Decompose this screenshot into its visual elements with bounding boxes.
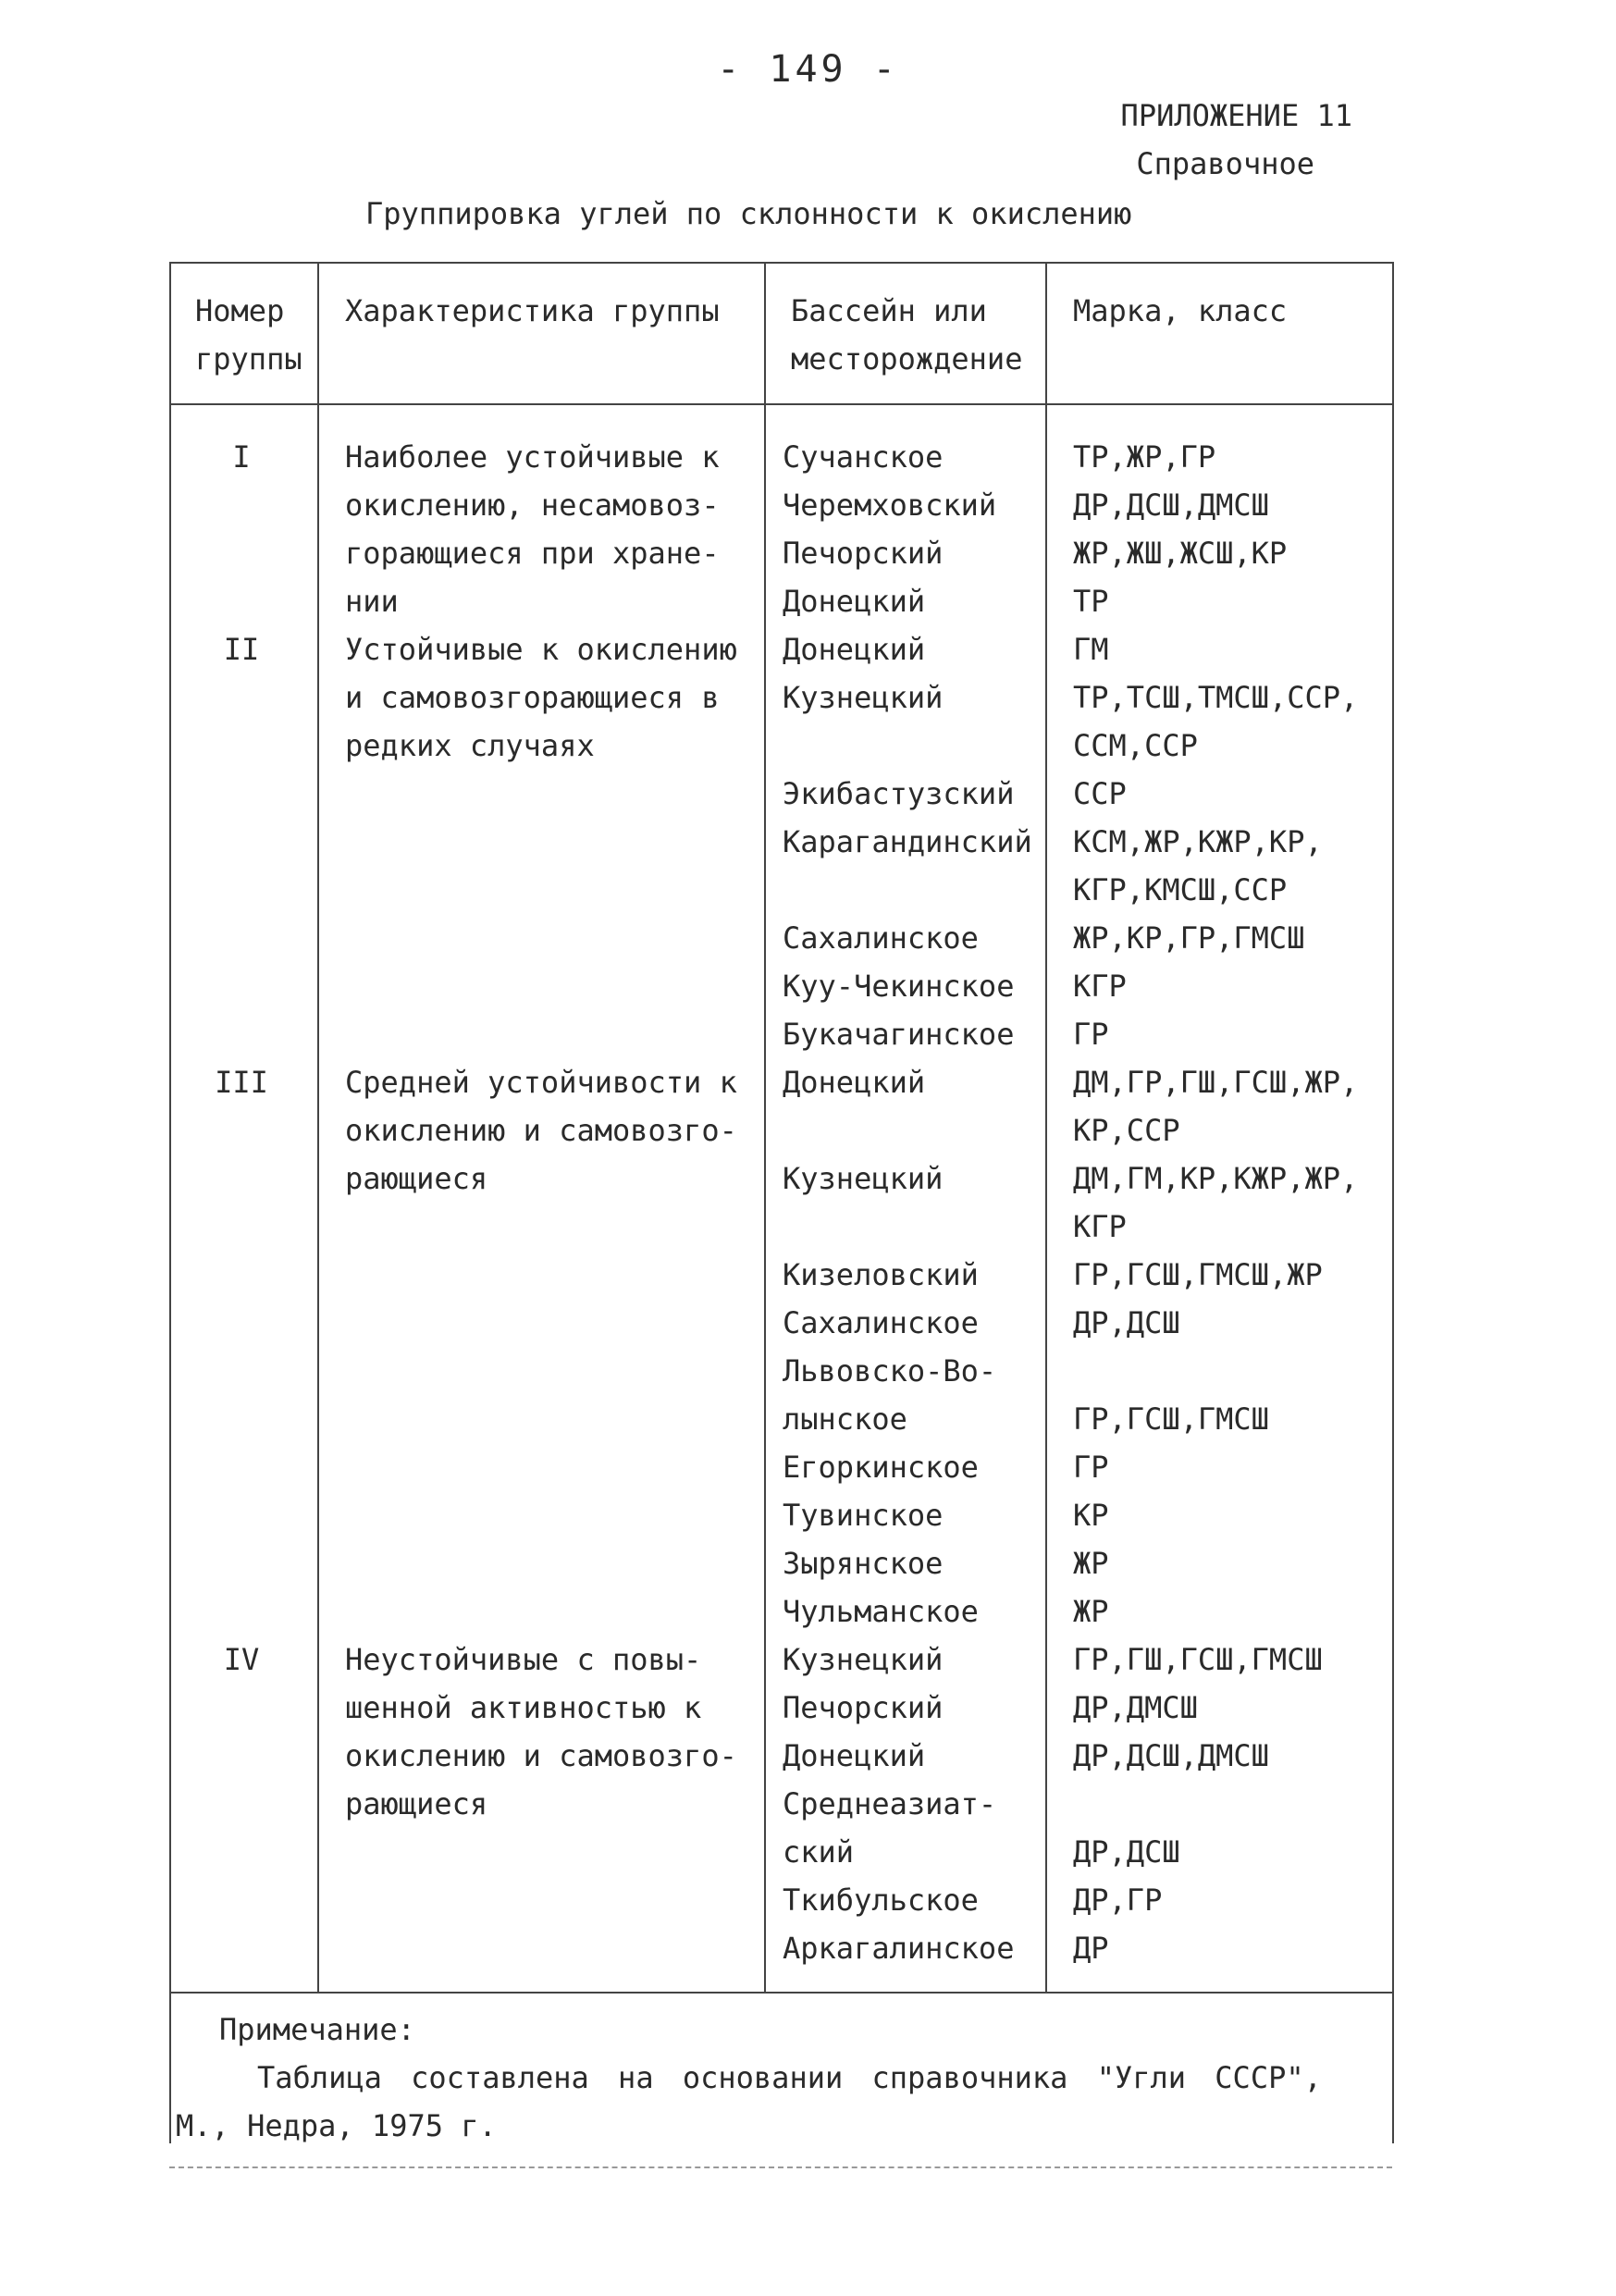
grade-cell: ЖР,ЖШ,ЖСШ,КР bbox=[1073, 536, 1288, 571]
grade-cell: ДР,ДМСШ bbox=[1073, 1690, 1198, 1725]
basin-cell: Кизеловский bbox=[783, 1257, 979, 1292]
grade-cell: ТР,ЖР,ГР bbox=[1073, 439, 1216, 475]
basin-cell: Тувинское bbox=[783, 1498, 944, 1533]
group-characteristic: Неустойчивые с повы- bbox=[345, 1642, 702, 1677]
note-bottom-line bbox=[169, 2166, 1392, 2168]
basin-cell: Сахалинское bbox=[783, 920, 979, 956]
group-characteristic: и самовозгорающиеся в bbox=[345, 680, 720, 715]
appendix-type: Справочное bbox=[1136, 146, 1314, 181]
header-separator bbox=[169, 403, 1392, 405]
basin-cell: Донецкий bbox=[783, 1065, 926, 1100]
grade-cell: КГР,КМСШ,ССР bbox=[1073, 872, 1288, 907]
appendix-label: ПРИЛОЖЕНИЕ 11 bbox=[1120, 98, 1352, 133]
grade-cell: ДР,ДСШ bbox=[1073, 1305, 1180, 1340]
basin-cell: Чульманское bbox=[783, 1594, 979, 1629]
basin-cell: Донецкий bbox=[783, 584, 926, 619]
basin-cell: Кузнецкий bbox=[783, 680, 944, 715]
basin-cell: Куу-Чекинское bbox=[783, 969, 1015, 1004]
basin-cell: Аркагалинское bbox=[783, 1931, 1015, 1966]
grade-cell: ГМ bbox=[1073, 632, 1109, 667]
basin-cell: Зырянское bbox=[783, 1546, 944, 1581]
note-label: Примечание: bbox=[219, 2012, 415, 2047]
grade-cell: КР bbox=[1073, 1498, 1109, 1533]
group-characteristic: окислению и самовозго- bbox=[345, 1113, 737, 1148]
header-group-number-1: Номер bbox=[195, 293, 285, 328]
group-characteristic: нии bbox=[345, 584, 399, 619]
grade-cell: КР,ССР bbox=[1073, 1113, 1180, 1148]
grade-cell: ГР,ГСШ,ГМСШ,ЖР bbox=[1073, 1257, 1323, 1292]
grade-cell: ГР,ГСШ,ГМСШ bbox=[1073, 1401, 1269, 1437]
header-group-number-2: группы bbox=[195, 341, 302, 376]
basin-cell: лынское bbox=[783, 1401, 907, 1437]
basin-cell: Ткибульское bbox=[783, 1882, 979, 1918]
table-title: Группировка углей по склонности к окислению bbox=[365, 196, 1132, 231]
grade-cell: ДР,ДСШ,ДМСШ bbox=[1073, 488, 1269, 523]
basin-cell: Печорский bbox=[783, 1690, 944, 1725]
grade-cell: ДР,ДСШ bbox=[1073, 1834, 1180, 1870]
column-divider bbox=[1045, 262, 1047, 1992]
grade-cell: КГР bbox=[1073, 1209, 1127, 1244]
basin-cell: Сучанское bbox=[783, 439, 944, 475]
grade-cell: ЖР,КР,ГР,ГМСШ bbox=[1073, 920, 1305, 956]
note-source: М., Недра, 1975 г. bbox=[176, 2108, 497, 2143]
group-characteristic: Наиболее устойчивые к bbox=[345, 439, 720, 475]
grade-cell: ГР bbox=[1073, 1017, 1109, 1052]
group-characteristic: окислению и самовозго- bbox=[345, 1738, 737, 1773]
page-number: - 149 - bbox=[717, 48, 899, 91]
basin-cell: Донецкий bbox=[783, 1738, 926, 1773]
grade-cell: ДР bbox=[1073, 1931, 1109, 1966]
table-bottom-separator bbox=[169, 1992, 1392, 1994]
grade-cell: ДР,ГР bbox=[1073, 1882, 1163, 1918]
basin-cell: Черемховский bbox=[783, 488, 997, 523]
header-basin-1: Бассейн или bbox=[791, 293, 987, 328]
grade-cell: ТР bbox=[1073, 584, 1109, 619]
basin-cell: Егоркинское bbox=[783, 1450, 979, 1485]
basin-cell: ский bbox=[783, 1834, 855, 1870]
grade-cell: ССМ,ССР bbox=[1073, 728, 1198, 763]
group-characteristic: шенной активностью к bbox=[345, 1690, 702, 1725]
group-characteristic: окислению, несамовоз- bbox=[345, 488, 720, 523]
grade-cell: ДМ,ГМ,КР,КЖР,ЖР, bbox=[1073, 1161, 1359, 1196]
column-divider bbox=[764, 262, 766, 1992]
grade-cell: ДМ,ГР,ГШ,ГСШ,ЖР, bbox=[1073, 1065, 1359, 1100]
grade-cell: ГР,ГШ,ГСШ,ГМСШ bbox=[1073, 1642, 1323, 1677]
basin-cell: Печорский bbox=[783, 536, 944, 571]
basin-cell: Карагандинский bbox=[783, 824, 1032, 859]
grade-cell: ЖР bbox=[1073, 1546, 1109, 1581]
basin-cell: Экибастузский bbox=[783, 776, 1015, 811]
basin-cell: Среднеазиат- bbox=[783, 1786, 997, 1821]
group-characteristic: редких случаях bbox=[345, 728, 595, 763]
grade-cell: ТР,ТСШ,ТМСШ,ССР, bbox=[1073, 680, 1359, 715]
grade-cell: КГР bbox=[1073, 969, 1127, 1004]
group-characteristic: рающиеся bbox=[345, 1161, 488, 1196]
group-number: II bbox=[223, 632, 260, 667]
grade-cell: КСМ,ЖР,КЖР,КР, bbox=[1073, 824, 1323, 859]
group-number: IV bbox=[223, 1642, 260, 1677]
group-number: III bbox=[215, 1065, 268, 1100]
group-number: I bbox=[232, 439, 251, 475]
basin-cell: Львовско-Во- bbox=[783, 1353, 997, 1389]
basin-cell: Букачагинское bbox=[783, 1017, 1015, 1052]
grade-cell: ЖР bbox=[1073, 1594, 1109, 1629]
basin-cell: Сахалинское bbox=[783, 1305, 979, 1340]
basin-cell: Донецкий bbox=[783, 632, 926, 667]
group-characteristic: рающиеся bbox=[345, 1786, 488, 1821]
grade-cell: ГР bbox=[1073, 1450, 1109, 1485]
header-basin-2: месторождение bbox=[791, 341, 1023, 376]
grade-cell: ДР,ДСШ,ДМСШ bbox=[1073, 1738, 1269, 1773]
header-characteristic: Характеристика группы bbox=[345, 293, 720, 328]
basin-cell: Кузнецкий bbox=[783, 1161, 944, 1196]
header-grade: Марка, класс bbox=[1073, 293, 1288, 328]
grade-cell: ССР bbox=[1073, 776, 1127, 811]
note-text: Таблица составлена на основании справочника "Угли СССР", bbox=[257, 2060, 1322, 2095]
group-characteristic: Средней устойчивости к bbox=[345, 1065, 737, 1100]
group-characteristic: горающиеся при хране- bbox=[345, 536, 720, 571]
column-divider bbox=[317, 262, 319, 1992]
group-characteristic: Устойчивые к окислению bbox=[345, 632, 737, 667]
basin-cell: Кузнецкий bbox=[783, 1642, 944, 1677]
